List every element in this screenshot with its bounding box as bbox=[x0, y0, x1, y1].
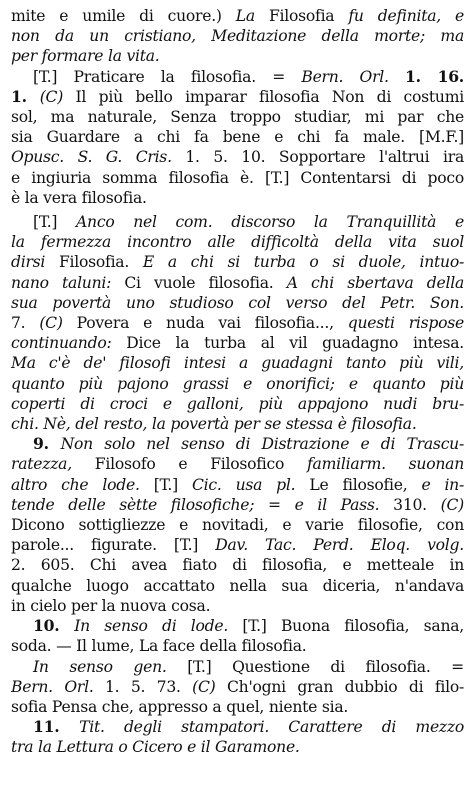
text-line: 10. In senso di lode. [T.] Buona filosofia, sana, bbox=[33, 616, 464, 636]
text-line: 7. (C) Povera e nuda vai filosofia..., questi rispose bbox=[11, 314, 464, 333]
text-line: per formare la vita. bbox=[11, 47, 160, 66]
text-line: 9. Non solo nel senso di Distrazione e di Trascu- bbox=[33, 434, 464, 454]
text-line: è la vera filosofia. bbox=[11, 188, 147, 207]
text-line: continuando: Dice la turba al vil guadagno intesa. bbox=[11, 334, 464, 353]
text-line: quanto più pajono grassi e onorifici; e quanto più bbox=[11, 374, 464, 393]
text-line: Dicono sottigliezze e novitadi, e varie filosofie, con bbox=[11, 516, 464, 535]
text-line: e ingiuria somma filosofia è. [T.] Contentarsi di poco bbox=[11, 168, 464, 187]
text-line: nano taluni: Ci vuole filosofia. A chi sbertava della bbox=[11, 273, 464, 292]
text-line: altro che lode. [T.] Cic. usa pl. Le filosofie, e in- bbox=[11, 475, 464, 494]
text-line: in cielo per la nuova cosa. bbox=[11, 596, 211, 615]
text-line: tende delle sètte filosofiche; = e il Pass. 310. (C) bbox=[11, 495, 464, 514]
text-line: [T.] Praticare la filosofia. = Bern. Orl. 1. 16. bbox=[33, 66, 464, 86]
text-line: tra la Lettura o Cicero e il Garamone. bbox=[11, 738, 300, 757]
text-line: sol, ma naturale, Senza troppo studiar, mi par che bbox=[11, 108, 464, 127]
text-line: mite e umile di cuore.) La Filosofia fu definita, e bbox=[11, 7, 464, 25]
text-line: [T.] Anco nel com. discorso la Tranquillità e bbox=[33, 213, 464, 232]
text-line: sua povertà uno studioso col verso del Petr. Son. bbox=[11, 293, 464, 312]
text-line: Opusc. S. G. Cris. 1. 5. 10. Sopportare l'altrui ira bbox=[11, 148, 464, 167]
text-line: dirsi Filosofia. E a chi si turba o si duole, intuo- bbox=[11, 253, 464, 272]
text-line: sofia Pensa che, appresso a quel, niente sia. bbox=[11, 697, 349, 716]
text-line: coperti di croci e galloni, più appajono nudi bru- bbox=[11, 394, 464, 413]
text-line: Ma c'è de' filosofi intesi a guadagni tanto più vili, bbox=[11, 354, 464, 373]
text-line: 11. Tit. degli stampatori. Carattere di mezzo bbox=[33, 717, 464, 737]
text-line: qualche luogo accattato nella sua diceria, n'andava bbox=[11, 576, 464, 595]
text-line: ratezza, Filosofo e Filosofico familiarm. suonan bbox=[11, 455, 464, 474]
text-line: 2. 605. Chi avea fiato di filosofia, e metteale in bbox=[11, 556, 464, 575]
text-line: chi. Nè, del resto, la povertà per se stessa è filosofia. bbox=[11, 415, 417, 434]
text-line: 1. (C) Il più bello imparar filosofia Non di costumi bbox=[11, 86, 464, 106]
text-line: In senso gen. [T.] Questione di filosofia. = bbox=[33, 657, 464, 676]
text-line: la fermezza incontro alle difficoltà della vita suol bbox=[11, 233, 464, 252]
text-line: Bern. Orl. 1. 5. 73. (C) Ch'ogni gran dubbio di filo- bbox=[11, 677, 464, 696]
text-line: non da un cristiano, Meditazione della morte; ma bbox=[11, 27, 464, 46]
text-line: sia Guardare a chi fa bene e chi fa male. [M.F.] bbox=[11, 128, 464, 147]
text-line: soda. — Il lume, La face della filosofia. bbox=[11, 637, 307, 656]
text-line: parole... figurate. [T.] Dav. Tac. Perd. Eloq. volg. bbox=[11, 536, 464, 555]
